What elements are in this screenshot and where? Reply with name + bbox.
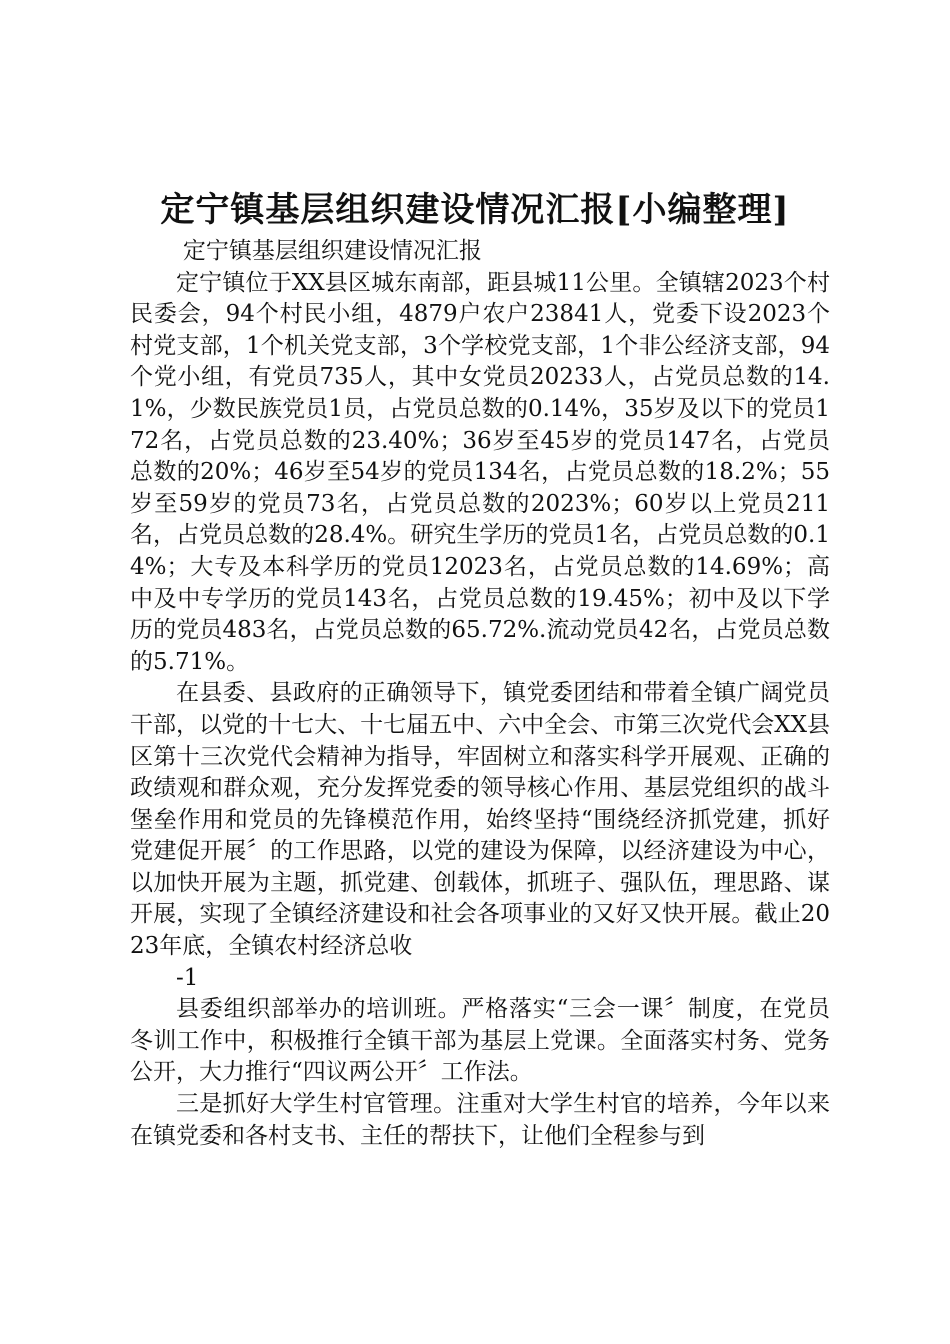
body-paragraph: 定宁镇位于XX县区城东南部，距县城11公里。全镇辖2023个村民委会，94个村民小组，4879户农户23841人，党委下设2023个村党支部，1个机关党支部，3个学校党支部，1个非公经济支部，94个党小组，有党员735人，其中女党员20233人，占党员总数的14.1%，少数民族党员1员，占党员总数的0.14%，35岁及以下的党员172名，占党员总数的23.40%；36岁至45岁的党员147名，占党员总数的20%；46岁至54岁的党员134名，占党员总数的18.2%；55岁至59岁的党员73名，占党员总数的2023%；60岁以上党员211名，占党员总数的28.4%。研究生学历的党员1名，占党员总数的0.14%；大专及本科学历的党员12023名，占党员总数的14.69%；高中及中专学历的党员143名，占党员总数的19.45%；初中及以下学历的党员483名，占党员总数的65.72%.流动党员42名，占党员总数的5.71%。: [130, 269, 830, 675]
document-body: [130, 236, 830, 1152]
document-title: 定宁镇基层组织建设情况汇报[小编整理]: [160, 190, 790, 230]
document-subtitle: 定宁镇基层组织建设情况汇报: [182, 238, 482, 264]
body-paragraph: 在县委、县政府的正确领导下，镇党委团结和带着全镇广阔党员干部，以党的十七大、十七届五中、六中全会、市第三次党代会XX县区第十三次党代会精神为指导，牢固树立和落实科学开展观、正确的政绩观和群众观，充分发挥党委的领导核心作用、基层党组织的战斗堡垒作用和党员的先锋模范作用，始终坚持“围绕经济抓党建，抓好党建促开展〞的工作思路，以党的建设为保障，以经济建设为中心，以加快开展为主题，抓党建、创载体，抓班子、强队伍，理思路、谋开展，实现了全镇经济建设和社会各项事业的又好又快开展。截止2023年底，全镇农村经济总收: [130, 680, 830, 960]
page-number: -1: [176, 964, 199, 991]
body-paragraph: 三是抓好大学生村官管理。注重对大学生村官的培养，今年以来在镇党委和各村支书、主任的帮扶下，让他们全程参与到: [130, 1091, 830, 1149]
body-paragraph: 县委组织部举办的培训班。严格落实“三会一课〞制度，在党员冬训工作中，积极推行全镇干部为基层上党课。全面落实村务、党务公开，大力推行“四议两公开〞工作法。: [130, 996, 830, 1086]
